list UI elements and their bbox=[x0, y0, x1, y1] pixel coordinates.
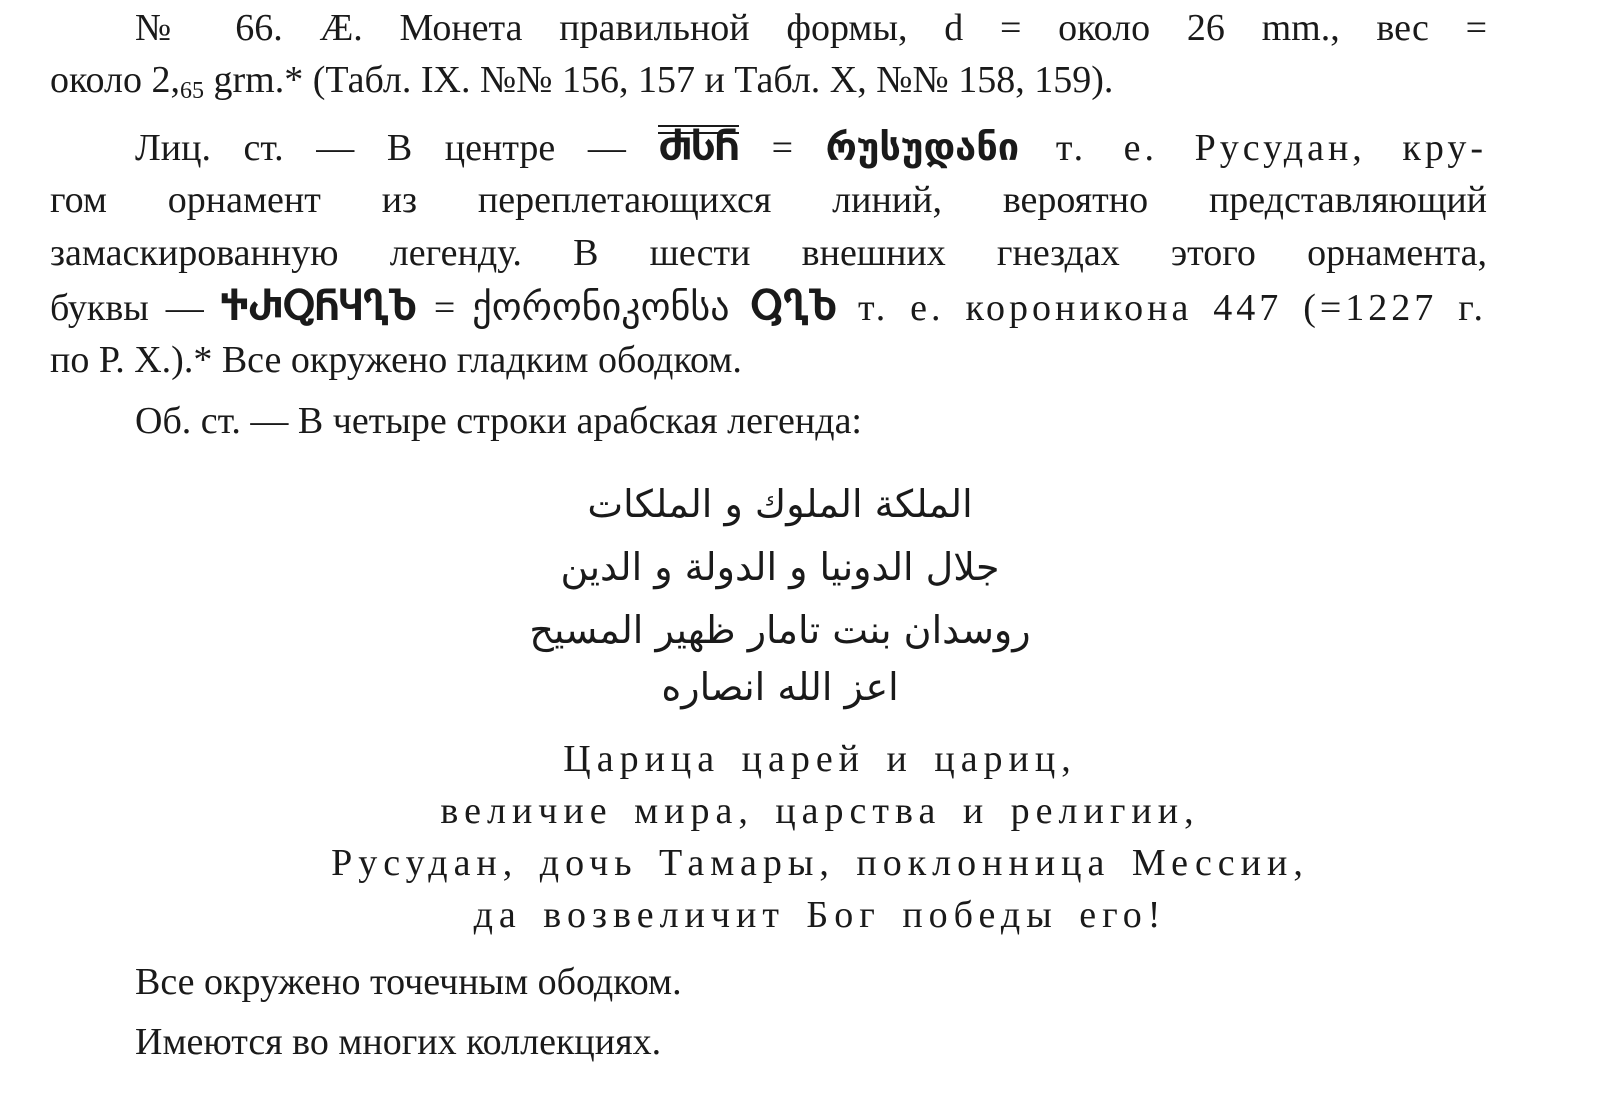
equals-sign-2: = bbox=[417, 287, 473, 329]
obverse-line-2: гом орнамент из переплетающихся линий, вероятно представляющий bbox=[50, 179, 1487, 221]
entry-line-2 bbox=[50, 56, 1113, 115]
translation-line-3: Русудан, дочь Тамары, поклонница Мессии, bbox=[331, 842, 1309, 884]
georgian-date-letters: ႵႰႭႬႷႢႦ bbox=[220, 285, 418, 329]
georgian-numerals: ႳႢႦ bbox=[729, 285, 838, 329]
obverse-line-5: по Р. Х.).* Все окружено гладким ободком. bbox=[50, 339, 742, 381]
translation-line-4: да возвеличит Бог победы его! bbox=[473, 894, 1167, 936]
obverse-line-3: замаскированную легенду. В шести внешних гнездах этого орнамента, bbox=[50, 232, 1487, 274]
arabic-legend-line-2: جلال الدونيا و الدولة و الدين bbox=[560, 545, 1000, 589]
weight-text: около 2, bbox=[50, 59, 180, 101]
georgian-name: რუსუდანი bbox=[825, 125, 1020, 169]
georgian-monogram: ႻႱႬ bbox=[658, 125, 739, 169]
obverse-line-1 bbox=[135, 123, 1487, 172]
reverse-intro: Об. ст. — В четыре строки арабская легенда: bbox=[135, 400, 862, 442]
weight-decimal: 65 bbox=[180, 78, 204, 104]
letters-label: буквы — bbox=[50, 287, 221, 329]
plate-reference: grm.* (Табл. IX. №№ 156, 157 и Табл. X, №№ 158, 159). bbox=[204, 59, 1114, 101]
date-translation: т. е. короникона 447 (=1227 г. bbox=[837, 287, 1488, 329]
arabic-legend-line-1: الملكة الملوك و الملكات bbox=[587, 482, 973, 526]
arabic-legend-line-4: اعز الله انصاره bbox=[661, 665, 899, 709]
arabic-legend-line-3: روسدان بنت تامار ظهير المسيح bbox=[529, 608, 1031, 652]
entry-line-1: № 66. Æ. Монета правильной формы, d = около 26 mm., вес = bbox=[135, 7, 1487, 49]
obverse-line-4 bbox=[50, 283, 1487, 332]
georgian-koronikon: ქორონიკონსა bbox=[472, 285, 730, 329]
equals-sign: = bbox=[739, 127, 826, 169]
translation-line-2: величие мира, царства и религии, bbox=[440, 790, 1200, 832]
translation-line-1: Царица царей и цариц, bbox=[563, 738, 1077, 780]
collections-note: Имеются во многих коллекциях. bbox=[135, 1021, 662, 1063]
obverse-label: Лиц. ст. — В центре — bbox=[135, 127, 659, 169]
obverse-translation: т. е. Русудан, кру- bbox=[1019, 127, 1488, 169]
reverse-border: Все окружено точечным ободком. bbox=[135, 961, 682, 1003]
